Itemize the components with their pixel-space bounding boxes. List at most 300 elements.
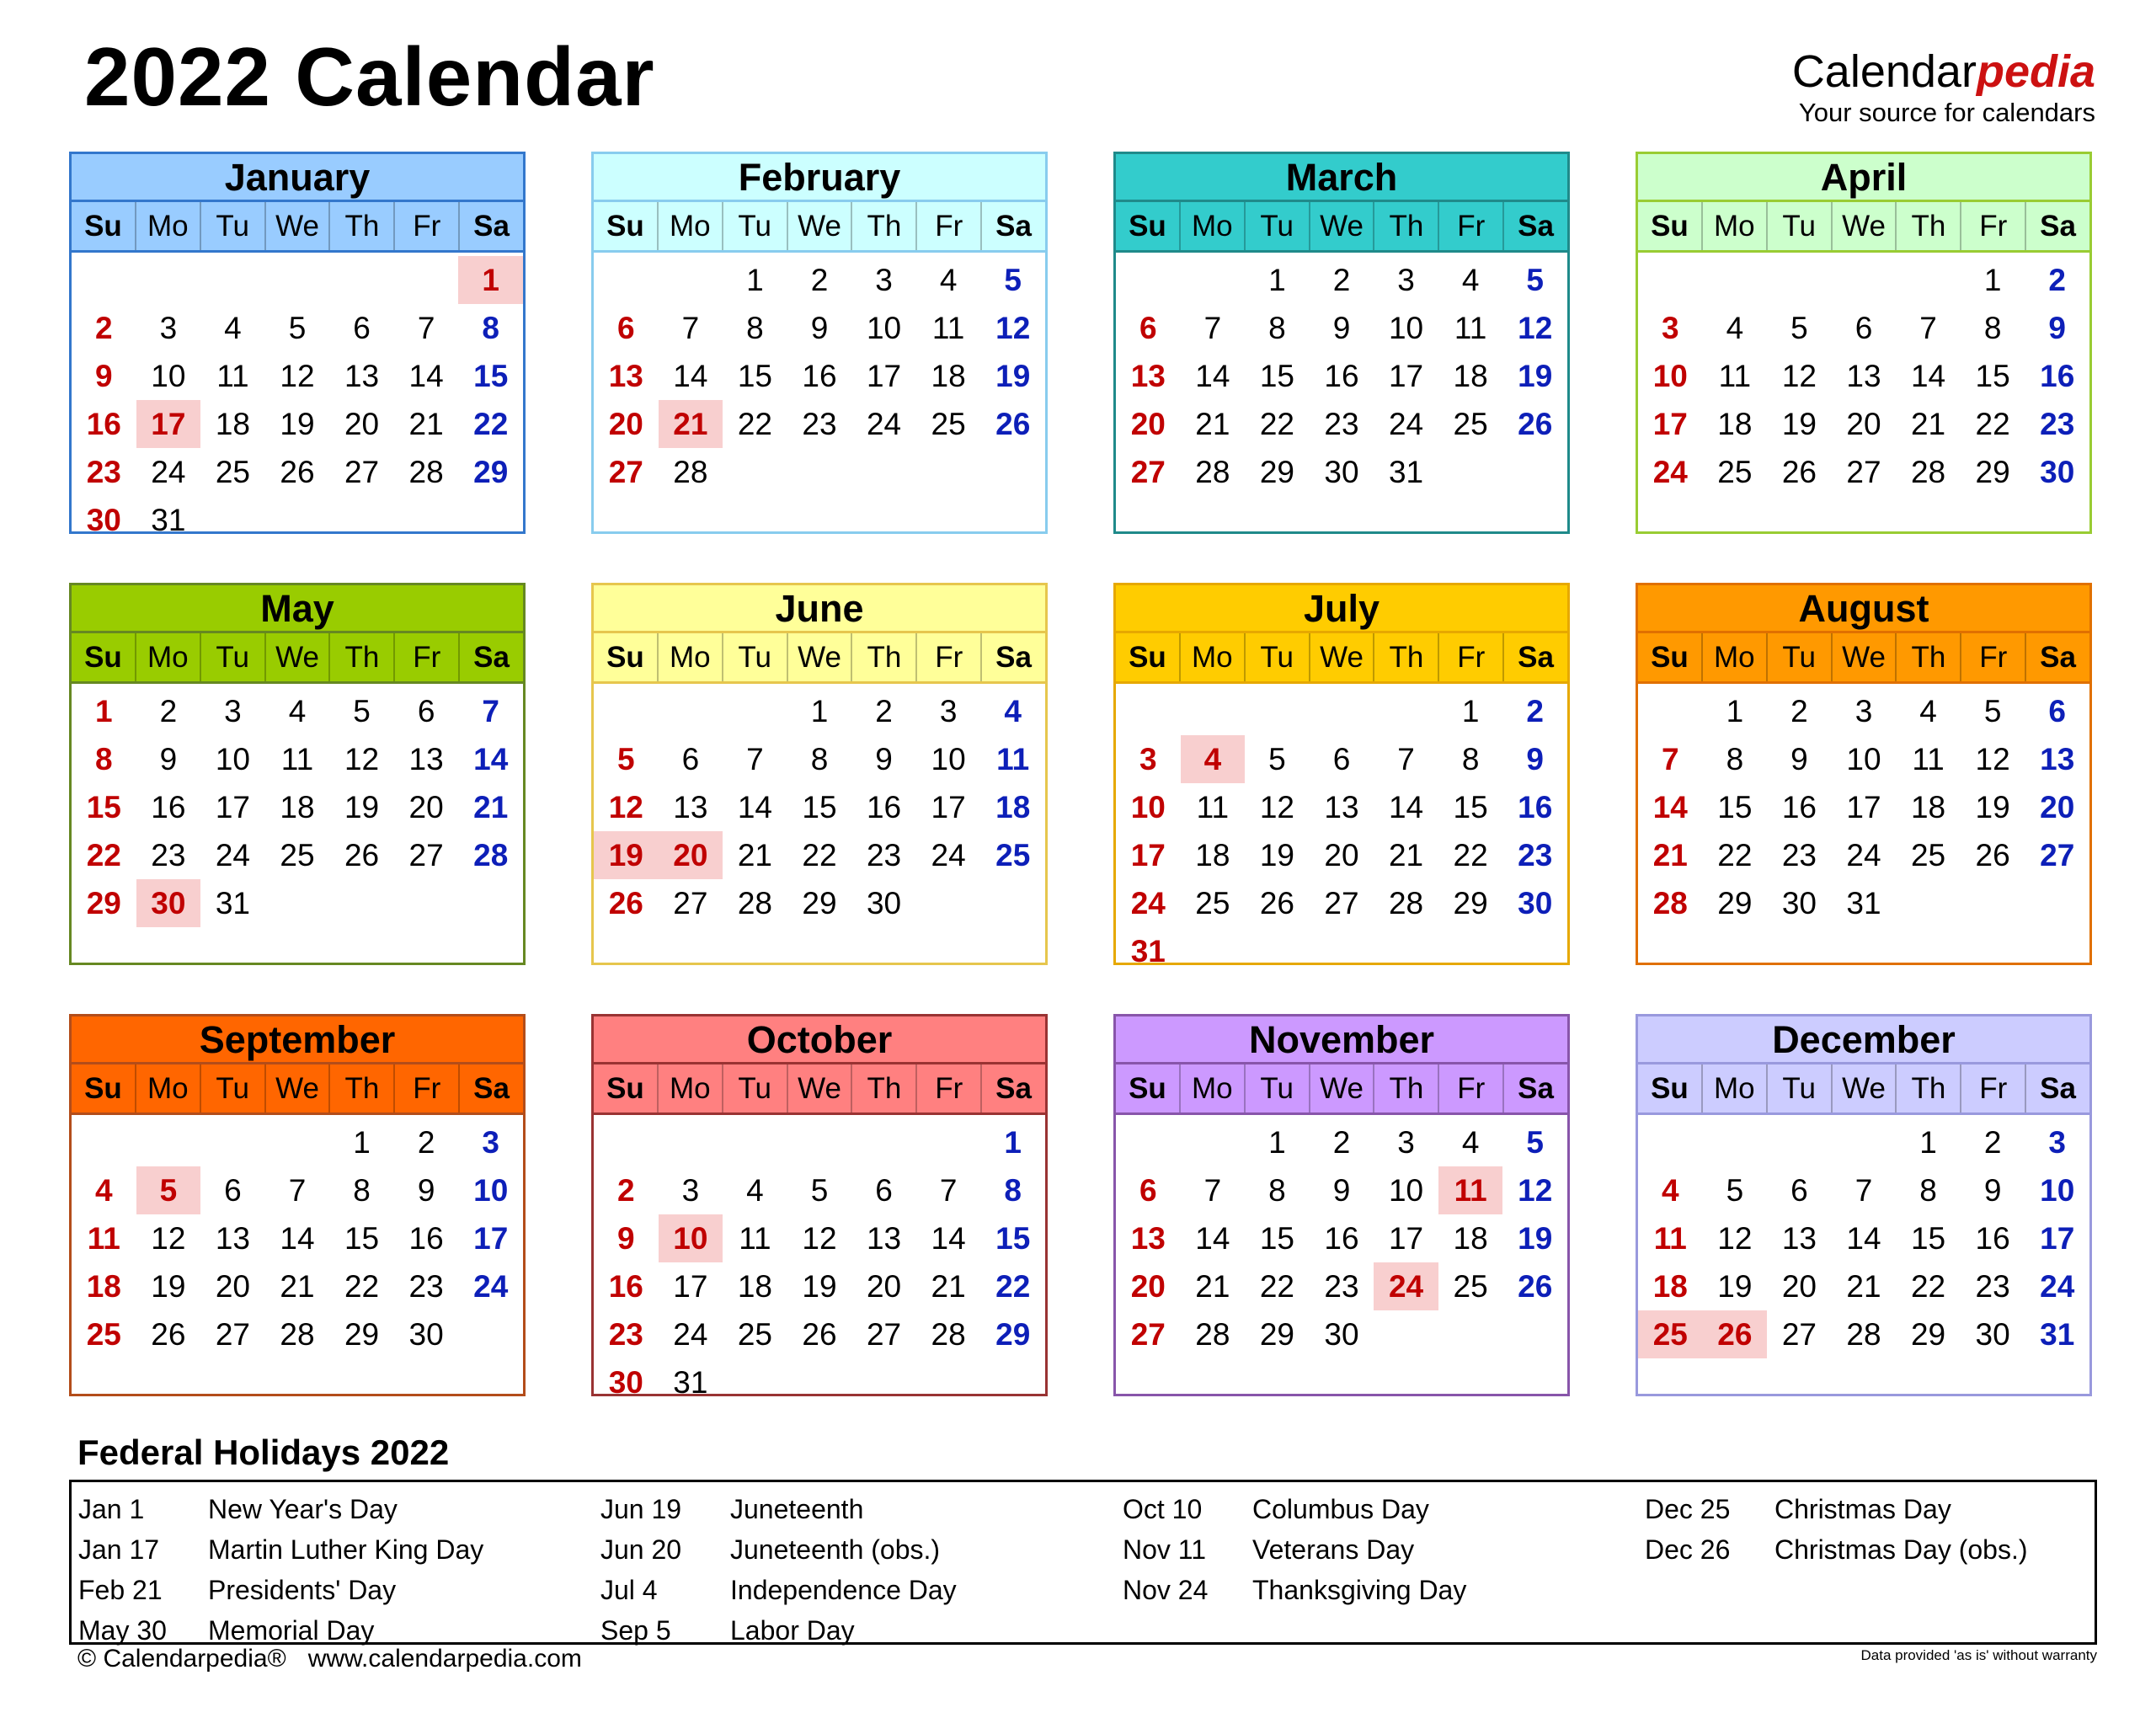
day-cell: 10 <box>473 1173 509 1208</box>
day-cell: 30 <box>866 886 902 920</box>
days-grid <box>1638 253 2089 496</box>
weekday-mo: Mo <box>1179 633 1244 681</box>
holiday-name: Martin Luther King Day <box>208 1534 484 1565</box>
month-name: April <box>1638 154 2089 202</box>
weekday-tu: Tu <box>1766 633 1831 681</box>
empty-day <box>265 1118 330 1166</box>
empty-day <box>1116 256 1181 304</box>
page-title: 2022 Calendar <box>84 30 655 123</box>
weekday-mo: Mo <box>657 202 722 250</box>
day-cell: 9 <box>1332 1173 1351 1208</box>
day-cell: 8 <box>1461 742 1480 776</box>
day-cell: 14 <box>473 742 509 776</box>
weekday-we: We <box>264 202 329 250</box>
weekday-su: Su <box>84 1072 122 1105</box>
weekday-th: Th <box>851 1064 915 1112</box>
day-cell: 2 <box>159 694 178 728</box>
day-cell: 6 <box>1139 311 1157 345</box>
holiday-row <box>78 1489 483 1529</box>
weekday-th: Th <box>851 633 915 681</box>
day-cell: 6 <box>417 694 435 728</box>
day-cell: 16 <box>608 1269 643 1304</box>
brand-name <box>1791 46 2095 97</box>
day-cell: 7 <box>939 1173 958 1208</box>
day-cell: 5 <box>810 1173 829 1208</box>
day-cell: 25 <box>931 407 966 441</box>
day-cell: 21 <box>737 838 772 872</box>
weekday-fr: Fr <box>1960 1064 2025 1112</box>
day-cell: 3 <box>1397 1125 1415 1160</box>
weekday-header <box>1638 202 2089 253</box>
day-cell: 21 <box>659 400 723 448</box>
empty-day <box>72 256 136 304</box>
weekday-we: We <box>787 202 851 250</box>
weekday-su: Su <box>1129 1072 1166 1105</box>
day-cell: 6 <box>1332 742 1351 776</box>
weekday-tu: Tu <box>1244 633 1309 681</box>
holiday-row <box>1645 1529 2028 1570</box>
day-cell: 26 <box>1975 838 2010 872</box>
weekday-sa: Sa <box>458 633 523 681</box>
day-cell: 8 <box>94 742 113 776</box>
weekday-tu: Tu <box>200 633 264 681</box>
holidays-table <box>69 1480 2097 1645</box>
day-cell: 25 <box>1717 455 1753 489</box>
day-cell: 16 <box>86 407 121 441</box>
month-september <box>69 1014 526 1396</box>
day-cell: 19 <box>1781 407 1817 441</box>
weekday-tu: Tu <box>722 1064 787 1112</box>
day-cell: 9 <box>810 311 829 345</box>
weekday-fr: Fr <box>1438 202 1502 250</box>
holiday-date: May 30 <box>78 1615 167 1646</box>
footer-url[interactable]: www.calendarpedia.com <box>307 1645 582 1673</box>
holiday-date: Feb 21 <box>78 1575 163 1605</box>
day-cell: 21 <box>1910 407 1946 441</box>
day-cell: 8 <box>746 311 764 345</box>
day-cell: 9 <box>875 742 893 776</box>
day-cell: 9 <box>1790 742 1808 776</box>
day-cell: 27 <box>866 1317 902 1352</box>
day-cell: 15 <box>1975 359 2010 393</box>
weekday-fr: Fr <box>393 202 458 250</box>
days-grid <box>72 253 523 544</box>
weekday-fr: Fr <box>1960 633 2025 681</box>
day-cell: 11 <box>87 1221 120 1256</box>
weekday-we: We <box>1831 1064 1896 1112</box>
empty-day <box>394 256 459 304</box>
weekday-mo: Mo <box>1179 1064 1244 1112</box>
weekday-sa: Sa <box>980 633 1045 681</box>
day-cell: 10 <box>931 742 966 776</box>
day-cell: 20 <box>1130 407 1166 441</box>
day-cell: 3 <box>681 1173 700 1208</box>
day-cell: 18 <box>86 1269 121 1304</box>
day-cell: 20 <box>866 1269 902 1304</box>
day-cell: 9 <box>2048 311 2066 345</box>
day-cell: 1 <box>1983 263 2002 297</box>
day-cell: 19 <box>1259 838 1294 872</box>
day-cell: 16 <box>1324 1221 1359 1256</box>
day-cell: 22 <box>473 407 509 441</box>
day-cell: 21 <box>408 407 444 441</box>
day-cell: 1 <box>1268 1125 1286 1160</box>
weekday-tu: Tu <box>722 202 787 250</box>
day-cell: 20 <box>1846 407 1881 441</box>
weekday-th: Th <box>1895 202 1960 250</box>
month-name: December <box>1638 1016 2089 1064</box>
day-cell: 5 <box>1526 263 1544 297</box>
day-cell: 17 <box>1388 359 1424 393</box>
day-cell: 23 <box>608 1317 643 1352</box>
day-cell: 6 <box>2048 694 2066 728</box>
weekday-th: Th <box>1373 633 1438 681</box>
day-cell: 24 <box>931 838 966 872</box>
day-cell: 3 <box>1661 311 1679 345</box>
footer-left <box>77 1646 582 1672</box>
day-cell: 20 <box>659 831 723 879</box>
empty-day <box>723 687 787 735</box>
day-cell: 3 <box>1854 694 1873 728</box>
holiday-row <box>600 1489 957 1529</box>
day-cell: 28 <box>473 838 509 872</box>
day-cell: 7 <box>417 311 435 345</box>
weekday-header <box>1116 1064 1567 1115</box>
day-cell: 21 <box>280 1269 315 1304</box>
empty-day <box>594 1118 659 1166</box>
days-grid <box>72 684 523 927</box>
day-cell: 23 <box>802 407 837 441</box>
day-cell: 22 <box>86 838 121 872</box>
day-cell: 28 <box>1652 886 1688 920</box>
day-cell: 16 <box>866 790 902 824</box>
weekday-th: Th <box>328 633 393 681</box>
weekday-mo: Mo <box>135 633 200 681</box>
day-cell: 19 <box>280 407 315 441</box>
day-cell: 29 <box>1910 1317 1946 1352</box>
day-cell: 24 <box>473 1269 509 1304</box>
day-cell: 27 <box>408 838 444 872</box>
weekday-mo: Mo <box>657 1064 722 1112</box>
day-cell: 8 <box>810 742 829 776</box>
day-cell: 13 <box>344 359 380 393</box>
day-cell: 11 <box>280 742 314 776</box>
day-cell: 1 <box>1004 1125 1022 1160</box>
day-cell: 7 <box>1397 742 1415 776</box>
holiday-date: Jun 19 <box>600 1494 682 1524</box>
empty-day <box>1181 1118 1246 1166</box>
day-cell: 6 <box>1139 1173 1157 1208</box>
day-cell: 10 <box>1652 359 1688 393</box>
day-cell: 22 <box>1975 407 2010 441</box>
weekday-tu: Tu <box>200 1064 264 1112</box>
holiday-name: Thanksgiving Day <box>1252 1575 1467 1605</box>
day-cell: 10 <box>2040 1173 2075 1208</box>
day-cell: 21 <box>1388 838 1424 872</box>
day-cell: 7 <box>681 311 700 345</box>
day-cell: 14 <box>1195 1221 1230 1256</box>
holiday-row <box>78 1570 483 1610</box>
holiday-name: Presidents' Day <box>208 1575 397 1605</box>
day-cell: 28 <box>1388 886 1424 920</box>
day-cell: 11 <box>931 311 965 345</box>
day-cell: 17 <box>215 790 250 824</box>
day-cell: 12 <box>280 359 315 393</box>
day-cell: 27 <box>608 455 643 489</box>
month-name: July <box>1116 585 1567 633</box>
day-cell: 2 <box>616 1173 635 1208</box>
weekday-su: Su <box>1651 1072 1689 1105</box>
day-cell: 2 <box>810 263 829 297</box>
day-cell: 5 <box>1004 263 1022 297</box>
weekday-mo: Mo <box>1701 633 1766 681</box>
days-grid <box>1638 684 2089 927</box>
holiday-row <box>1123 1529 1466 1570</box>
month-june <box>591 583 1048 965</box>
day-cell: 22 <box>1717 838 1753 872</box>
day-cell: 22 <box>1910 1269 1946 1304</box>
day-cell: 10 <box>659 1214 723 1262</box>
day-cell: 11 <box>1653 1221 1687 1256</box>
holiday-name: Veterans Day <box>1252 1534 1415 1565</box>
weekday-we: We <box>787 633 851 681</box>
day-cell: 6 <box>1790 1173 1808 1208</box>
day-cell: 16 <box>408 1221 444 1256</box>
day-cell: 21 <box>1846 1269 1881 1304</box>
day-cell: 18 <box>215 407 250 441</box>
day-cell: 16 <box>802 359 837 393</box>
day-cell: 25 <box>1910 838 1946 872</box>
holiday-date: Sep 5 <box>600 1615 671 1646</box>
day-cell: 2 <box>94 311 113 345</box>
day-cell: 11 <box>1438 1166 1503 1214</box>
day-cell: 4 <box>1461 263 1480 297</box>
holiday-column <box>78 1489 483 1651</box>
days-grid <box>1116 684 1567 975</box>
empty-day <box>1181 256 1246 304</box>
day-cell: 9 <box>94 359 113 393</box>
weekday-su: Su <box>84 210 122 243</box>
day-cell: 13 <box>1846 359 1881 393</box>
weekday-sa: Sa <box>458 202 523 250</box>
day-cell: 27 <box>1130 1317 1166 1352</box>
weekday-tu: Tu <box>722 633 787 681</box>
day-cell: 8 <box>353 1173 371 1208</box>
empty-day <box>136 256 201 304</box>
day-cell: 10 <box>1388 311 1424 345</box>
weekday-sa: Sa <box>980 202 1045 250</box>
weekday-tu: Tu <box>200 202 264 250</box>
day-cell: 8 <box>1004 1173 1022 1208</box>
day-cell: 7 <box>746 742 764 776</box>
day-cell: 3 <box>1397 263 1415 297</box>
day-cell: 18 <box>1717 407 1753 441</box>
weekday-su: Su <box>606 641 644 674</box>
weekday-we: We <box>264 633 329 681</box>
day-cell: 29 <box>1259 1317 1294 1352</box>
empty-day <box>594 256 659 304</box>
day-cell: 29 <box>802 886 837 920</box>
empty-day <box>1638 256 1703 304</box>
day-cell: 11 <box>1912 742 1945 776</box>
day-cell: 5 <box>136 1166 201 1214</box>
day-cell: 29 <box>1717 886 1753 920</box>
day-cell: 1 <box>1726 694 1744 728</box>
day-cell: 20 <box>1781 1269 1817 1304</box>
day-cell: 21 <box>1195 1269 1230 1304</box>
day-cell: 14 <box>408 359 444 393</box>
holiday-date: Jun 20 <box>600 1534 682 1565</box>
day-cell: 2 <box>1332 1125 1351 1160</box>
day-cell: 29 <box>1975 455 2010 489</box>
weekday-we: We <box>1309 633 1374 681</box>
empty-day <box>659 256 723 304</box>
day-cell: 20 <box>2040 790 2075 824</box>
holiday-column <box>1123 1489 1466 1610</box>
day-cell: 4 <box>1726 311 1744 345</box>
day-cell: 23 <box>1518 838 1553 872</box>
day-cell: 7 <box>288 1173 307 1208</box>
day-cell: 15 <box>1910 1221 1946 1256</box>
day-cell: 4 <box>1461 1125 1480 1160</box>
day-cell: 15 <box>1717 790 1753 824</box>
day-cell: 24 <box>215 838 250 872</box>
day-cell: 1 <box>94 694 113 728</box>
day-cell: 19 <box>344 790 380 824</box>
day-cell: 19 <box>1518 1221 1553 1256</box>
day-cell: 5 <box>353 694 371 728</box>
day-cell: 4 <box>288 694 307 728</box>
holiday-date: Nov 11 <box>1123 1534 1207 1565</box>
day-cell: 11 <box>216 359 249 393</box>
day-cell: 4 <box>1004 694 1022 728</box>
day-cell: 19 <box>594 831 659 879</box>
day-cell: 23 <box>86 455 121 489</box>
day-cell: 8 <box>1726 742 1744 776</box>
day-cell: 5 <box>1726 1173 1744 1208</box>
day-cell: 13 <box>2040 742 2075 776</box>
day-cell: 20 <box>1130 1269 1166 1304</box>
weekday-th: Th <box>328 202 393 250</box>
empty-day <box>1832 1118 1897 1166</box>
empty-day <box>594 687 659 735</box>
weekday-sa: Sa <box>1502 1064 1567 1112</box>
weekday-th: Th <box>1895 633 1960 681</box>
month-december <box>1636 1014 2092 1396</box>
day-cell: 17 <box>2040 1221 2075 1256</box>
day-cell: 24 <box>1846 838 1881 872</box>
day-cell: 9 <box>1983 1173 2002 1208</box>
weekday-sa: Sa <box>2025 1064 2089 1112</box>
day-cell: 5 <box>1526 1125 1544 1160</box>
day-cell: 31 <box>1846 886 1881 920</box>
day-cell: 30 <box>1324 455 1359 489</box>
day-cell: 13 <box>673 790 708 824</box>
day-cell: 23 <box>151 838 186 872</box>
weekday-header <box>1116 633 1567 684</box>
day-cell: 2 <box>1332 263 1351 297</box>
day-cell: 16 <box>1518 790 1553 824</box>
day-cell: 10 <box>1388 1173 1424 1208</box>
weekday-we: We <box>1309 202 1374 250</box>
day-cell: 17 <box>931 790 966 824</box>
day-cell: 2 <box>1790 694 1808 728</box>
day-cell: 31 <box>215 886 250 920</box>
month-july <box>1113 583 1570 968</box>
holiday-name: Memorial Day <box>208 1615 375 1646</box>
day-cell: 15 <box>995 1221 1031 1256</box>
month-name: September <box>72 1016 523 1064</box>
weekday-fr: Fr <box>1438 1064 1502 1112</box>
days-grid <box>1116 253 1567 496</box>
day-cell: 12 <box>1975 742 2010 776</box>
day-cell: 25 <box>1638 1310 1703 1358</box>
brand-name-accent: pedia <box>1976 46 2095 97</box>
day-cell: 18 <box>931 359 966 393</box>
day-cell: 14 <box>1195 359 1230 393</box>
day-cell: 4 <box>224 311 242 345</box>
day-cell: 26 <box>344 838 380 872</box>
empty-day <box>1703 1118 1768 1166</box>
weekday-su: Su <box>1129 210 1166 243</box>
day-cell: 30 <box>86 503 121 537</box>
day-cell: 26 <box>151 1317 186 1352</box>
day-cell: 20 <box>408 790 444 824</box>
weekday-sa: Sa <box>2025 202 2089 250</box>
day-cell: 23 <box>1975 1269 2010 1304</box>
empty-day <box>851 1118 916 1166</box>
day-cell: 12 <box>802 1221 837 1256</box>
weekday-su: Su <box>606 1072 644 1105</box>
day-cell: 8 <box>1268 311 1286 345</box>
day-cell: 22 <box>1453 838 1488 872</box>
day-cell: 3 <box>1139 742 1157 776</box>
empty-day <box>1703 256 1768 304</box>
day-cell: 4 <box>1919 694 1937 728</box>
empty-day <box>1767 1118 1832 1166</box>
weekday-th: Th <box>1373 1064 1438 1112</box>
day-cell: 16 <box>1975 1221 2010 1256</box>
holiday-date: Jul 4 <box>600 1575 658 1605</box>
month-name: May <box>72 585 523 633</box>
day-cell: 30 <box>136 879 201 927</box>
day-cell: 8 <box>1268 1173 1286 1208</box>
empty-day <box>200 256 265 304</box>
weekday-fr: Fr <box>1438 633 1502 681</box>
empty-day <box>1245 687 1310 735</box>
day-cell: 17 <box>1652 407 1688 441</box>
days-grid <box>594 684 1045 927</box>
weekday-su: Su <box>606 210 644 243</box>
empty-day <box>1638 1118 1703 1166</box>
day-cell: 14 <box>737 790 772 824</box>
day-cell: 11 <box>1454 311 1487 345</box>
empty-day <box>787 1118 852 1166</box>
day-cell: 5 <box>288 311 307 345</box>
day-cell: 1 <box>1919 1125 1937 1160</box>
holiday-date: Dec 25 <box>1645 1494 1731 1524</box>
day-cell: 23 <box>2040 407 2075 441</box>
day-cell: 27 <box>1324 886 1359 920</box>
holiday-name: Independence Day <box>730 1575 957 1605</box>
day-cell: 4 <box>1181 735 1246 783</box>
weekday-mo: Mo <box>1701 1064 1766 1112</box>
weekday-th: Th <box>1895 1064 1960 1112</box>
weekday-fr: Fr <box>915 1064 980 1112</box>
day-cell: 28 <box>931 1317 966 1352</box>
weekday-th: Th <box>1373 202 1438 250</box>
weekday-tu: Tu <box>1244 1064 1309 1112</box>
